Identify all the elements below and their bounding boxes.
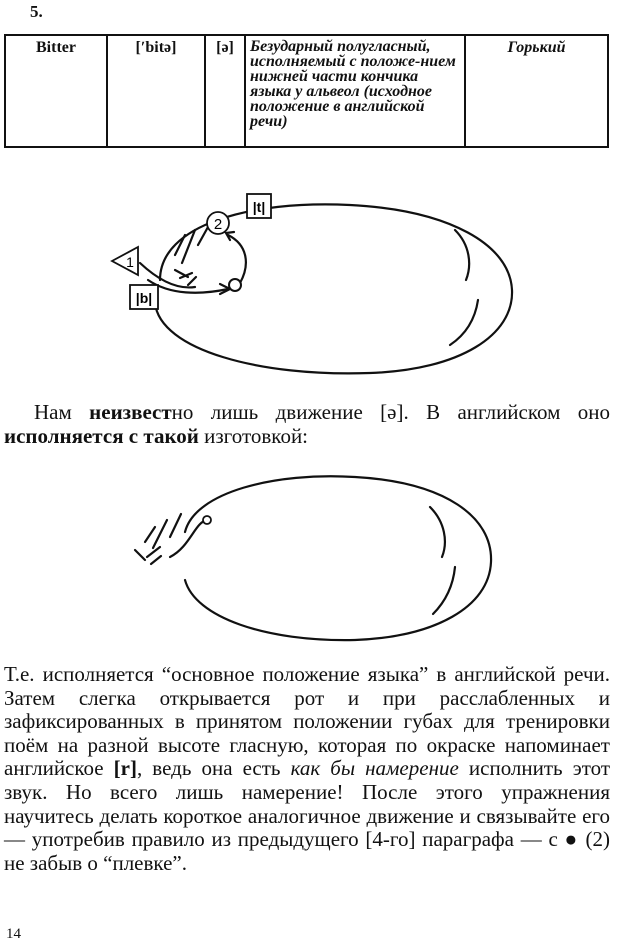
p2-text-1: Т.е. исполняется “основное положение языка” в английской речи. Затем слегка открывается рот и при расслабленных и зафиксированных в принятом положении губах для тренировки поём на разной высоте гласную, которая по окраске напоминает английское bbox=[4, 662, 610, 781]
p2-bold-r: [r] bbox=[113, 756, 137, 781]
paragraph-1 bbox=[4, 400, 610, 448]
page-number: 14 bbox=[6, 926, 21, 942]
label-b: |b| bbox=[135, 290, 153, 306]
word-table bbox=[4, 34, 609, 148]
p1-text-1: Нам bbox=[34, 400, 90, 424]
word-cell: Bitter bbox=[5, 35, 107, 147]
step-2-label: 2 bbox=[213, 216, 223, 233]
lower-teeth bbox=[175, 270, 196, 285]
label-t: |t| bbox=[252, 199, 266, 215]
head-contour-2 bbox=[185, 476, 491, 640]
throat-line-3 bbox=[430, 507, 445, 557]
p2-italic: как бы намерение bbox=[290, 756, 459, 781]
lower-teeth-2 bbox=[135, 547, 161, 564]
tongue-tip-circle bbox=[203, 516, 211, 524]
bullet-icon: ● bbox=[564, 827, 579, 852]
p1-bold-2: исполняется с такой bbox=[4, 424, 199, 448]
p2-text-4: (2) не забыв о “плевке”. bbox=[4, 827, 610, 875]
return-arrow bbox=[228, 235, 246, 283]
sound-cell: [ə] bbox=[205, 35, 245, 147]
step-1-triangle bbox=[112, 247, 138, 275]
upper-teeth-2 bbox=[145, 514, 181, 548]
description-cell: Безударный полугласный, исполняемый с положе-нием нижней части кончика языка у альвеол (исходное положение в английской речи) bbox=[245, 35, 465, 147]
transcription-cell: [ʹbitə] bbox=[107, 35, 205, 147]
p1-text-3: изготовкой: bbox=[198, 424, 309, 448]
translation-cell: Горький bbox=[465, 35, 608, 147]
p2-text-2: , ведь она есть bbox=[136, 756, 291, 781]
p1-text-2: но лишь движение [ə]. В английском оно bbox=[171, 400, 610, 424]
articulation-diagram-2 bbox=[115, 462, 505, 647]
p2-text-3: исполнить этот звук. Но всего лишь намерение! После этого упражнения научитесь делать короткое аналогичное движение и связывайте его — употребив правило из предыдущего [4-го] параграфа — с bbox=[4, 756, 611, 852]
section-number: 5. bbox=[30, 2, 43, 21]
throat-line bbox=[455, 230, 469, 280]
p1-bold-1: неизвест bbox=[89, 400, 172, 424]
table-row bbox=[5, 35, 608, 147]
step-1-label: 1 bbox=[126, 254, 134, 270]
end-circle bbox=[229, 279, 241, 291]
throat-line-2 bbox=[450, 300, 478, 345]
paragraph-2 bbox=[4, 663, 610, 875]
articulation-diagram-1 bbox=[100, 185, 530, 385]
throat-line-4 bbox=[433, 567, 455, 614]
